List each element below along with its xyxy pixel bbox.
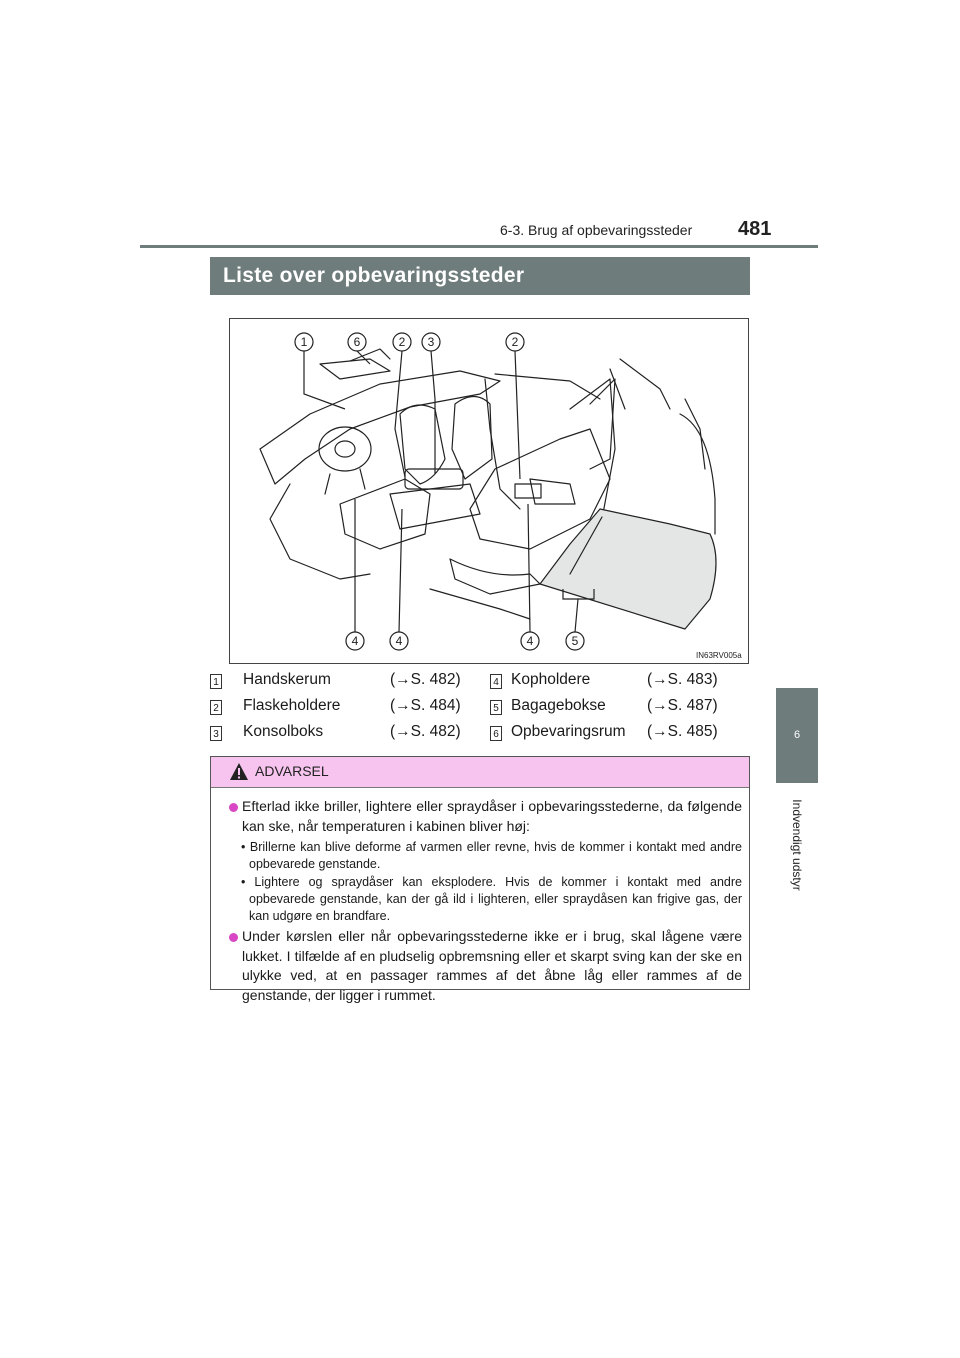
legend-label: Konsolboks bbox=[243, 723, 324, 740]
legend-label: Handskerum bbox=[243, 671, 331, 688]
section-title-bar bbox=[210, 257, 750, 295]
legend-ref-link[interactable]: (→S. 483) bbox=[647, 671, 718, 688]
chapter-title: Indvendigt udstyr bbox=[790, 799, 804, 891]
legend-ref-link[interactable]: (→S. 482) bbox=[390, 671, 461, 688]
header-section-title: 6-3. Brug af opbevaringssteder bbox=[500, 222, 693, 238]
header-rule bbox=[140, 245, 818, 248]
callout-top-3: 2 bbox=[398, 335, 406, 349]
callout-bottom-1: 4 bbox=[351, 634, 359, 648]
legend-item bbox=[490, 697, 750, 721]
legend-ref-link[interactable]: (→S. 484) bbox=[390, 697, 461, 714]
legend-ref-link[interactable]: (→S. 485) bbox=[647, 723, 718, 740]
callout-top-4: 3 bbox=[427, 335, 435, 349]
legend-number: 4 bbox=[490, 674, 502, 689]
warning-item-2: Under kørslen eller når opbevaringsstederne ikke er i brug, skal lågene være lukket. I tilfælde af en pludselig opbremsning eller et skarpt sving kan der ske en ulykke ved, at en passager rammes af det åbne låg eller rammes af de genstande, der ligger i rummet. bbox=[242, 928, 742, 1003]
legend-label: Bagagebokse bbox=[511, 697, 606, 714]
callout-bottom-2: 4 bbox=[395, 634, 403, 648]
callout-top-1: 1 bbox=[300, 335, 308, 349]
callout-top-2: 6 bbox=[353, 335, 361, 349]
chapter-title-vertical bbox=[776, 790, 818, 900]
legend-item bbox=[490, 723, 750, 747]
section-title: Liste over opbevaringssteder bbox=[223, 264, 525, 287]
car-interior-drawing bbox=[230, 319, 748, 663]
legend-number: 5 bbox=[490, 700, 502, 715]
warning-title: ADVARSEL bbox=[255, 763, 329, 779]
legend-number: 3 bbox=[210, 726, 222, 741]
legend-number: 1 bbox=[210, 674, 222, 689]
callout-top-5: 2 bbox=[511, 335, 519, 349]
legend-item bbox=[210, 671, 480, 695]
chapter-tab: 6 bbox=[776, 688, 818, 783]
warning-header bbox=[211, 757, 749, 788]
legend-label: Flaskeholdere bbox=[243, 697, 341, 714]
legend-number: 2 bbox=[210, 700, 222, 715]
warning-item-1: Efterlad ikke briller, lightere eller spraydåser i opbevaringsstederne, da følgende kan ske, når temperaturen i kabinen bliver høj: bbox=[242, 798, 742, 834]
bullet-dot bbox=[229, 803, 238, 812]
warning-subitem-2: • Lightere og spraydåser kan eksplodere. Hvis de kommer i kontakt med andre opbevarede genstande, kan der gå ild i lighteren, eller spraydåsen kan frigive gas, der kan udgøre en brandfare. bbox=[241, 875, 742, 923]
legend-label: Opbevaringsrum bbox=[511, 723, 626, 740]
legend-item bbox=[490, 671, 750, 695]
callout-bottom-3: 4 bbox=[526, 634, 534, 648]
legend-label: Kopholdere bbox=[511, 671, 591, 688]
bullet-dot bbox=[229, 933, 238, 942]
warning-subitem-1: • Brillerne kan blive deforme af varmen eller revne, hvis de kommer i kontakt med andre opbevarede genstande. bbox=[241, 840, 742, 871]
interior-illustration bbox=[229, 318, 749, 664]
legend-ref-link[interactable]: (→S. 487) bbox=[647, 697, 718, 714]
warning-box bbox=[210, 756, 750, 1003]
page-number: 481 bbox=[738, 218, 772, 240]
figure-code: IN63RV005a bbox=[696, 651, 742, 660]
legend-ref-link[interactable]: (→S. 482) bbox=[390, 723, 461, 740]
legend-number: 6 bbox=[490, 726, 502, 741]
warning-triangle-icon bbox=[229, 762, 249, 781]
legend-item bbox=[210, 723, 480, 747]
callout-bottom-4: 5 bbox=[571, 634, 579, 648]
legend-item bbox=[210, 697, 480, 721]
